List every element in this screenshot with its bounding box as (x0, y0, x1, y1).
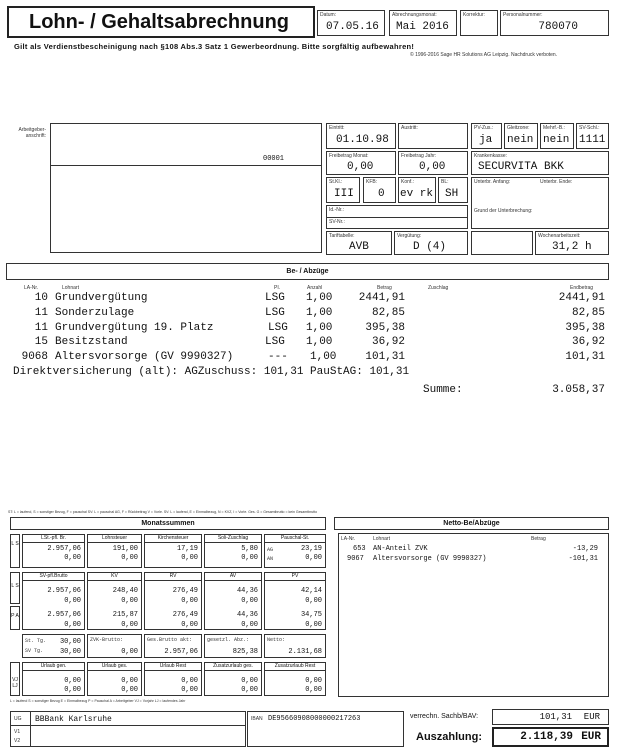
page-title: Lohn- / Gehaltsabrechnung (29, 11, 290, 33)
employer-code: 00001 (263, 155, 285, 163)
pv-zus-value: ja (479, 134, 493, 146)
bank-divider-v (30, 712, 31, 746)
austritt-box: Austritt: (398, 123, 468, 149)
bl-value: SH (445, 188, 459, 200)
employer-divider (51, 165, 321, 166)
krankenkasse-value: SECURVITA BKK (478, 161, 564, 173)
id-sv-box: Id.-Nr.: SV-Nr.: (326, 205, 468, 229)
eintritt-value: 01.10.98 (336, 134, 389, 146)
netto-title: Netto-Be/Abzüge (443, 520, 500, 527)
auszahlung-value: 2.118,39 (520, 731, 573, 743)
mehrfach-value: nein (543, 134, 570, 146)
netto-list-box: LA-Nr. Lohnart Betrag 653 AN-Anteil ZVK -13,29 9067 Altersvorsorge (GV 9990327) -101,31 (338, 533, 609, 697)
monat-side-4: VJ LJ (10, 662, 20, 696)
freibetrag-monat-box: Freibetrag Monat: 0,00 (326, 151, 396, 175)
mehrfach-box: Mehrf.-B.: nein (540, 123, 574, 149)
summe-value: 3.058,37 (552, 384, 605, 396)
netto-cell: Netto: 2.131,68 (264, 634, 326, 658)
wochenarbeitszeit-value: 31,2 h (552, 241, 592, 253)
bezuege-row: 15 Besitzstand LSG 1,00 36,92 36,92 (34, 336, 605, 348)
urlaub-rest-cell: Urlaub Rest 0,00 0,00 (144, 662, 202, 696)
lohnsteuer-cell: Lohnsteuer 191,00 0,00 (87, 534, 142, 568)
datum-box (317, 10, 385, 36)
pauschal-st-cell: Pauschal-St. AG AN 23,19 0,00 (264, 534, 326, 568)
netto-row: 9067 Altersvorsorge (GV 9990327) -101,31 (347, 555, 598, 563)
bezuege-header: LA-Nr. Lohnart PI. Anzahl Betrag Zuschlag Endbetrag (24, 285, 594, 291)
title-box (7, 6, 315, 38)
freibetrag-jahr-box: Freibetrag Jahr: 0,00 (398, 151, 468, 175)
rv-cell: RV 276,49 0,00 276,49 0,00 (144, 572, 202, 630)
sv-schl-value: 1111 (579, 134, 606, 146)
gleitzone-value: nein (507, 134, 534, 146)
bezuege-title-box (6, 263, 609, 280)
freibetrag-monat-value: 0,00 (347, 161, 374, 173)
verrech-label: verrechn. Sachb/BAV: (410, 713, 479, 720)
bezuege-row: 10 Grundvergütung LSG 1,00 2441,91 2441,91 (34, 292, 605, 304)
zvk-brutto-cell: ZVK-Brutto: 0,00 (87, 634, 142, 658)
konf-value: ev rk (400, 188, 434, 200)
bl-box: BL: SH (438, 177, 468, 203)
auszahlung-box: 2.118,39 EUR (492, 727, 609, 747)
kfb-value: 0 (378, 188, 385, 200)
monat-title: Monatssummen (141, 520, 195, 527)
zusatzurlaub-ges-cell: Zusatzurlaub ges. 0,00 0,00 (204, 662, 262, 696)
monat-value: Mai 2016 (396, 21, 449, 33)
verrech-box: 101,31 EUR (492, 709, 609, 725)
personalnummer-value: 780070 (538, 21, 578, 33)
netto-row: 653 AN-Anteil ZVK -13,29 (353, 545, 598, 553)
auszahlung-label: Auszahlung: (416, 731, 482, 743)
bezuege-title: Be- / Abzüge (286, 268, 329, 275)
direktversicherung-line: Direktversicherung (alt): AGZuschuss: 101,31 PauStAG: 101,31 (13, 366, 410, 378)
konf-box: Konf.: ev rk (398, 177, 436, 203)
av-cell: AV 44,36 0,00 44,36 0,00 (204, 572, 262, 630)
korrektur-label: Korrektur: (463, 12, 485, 18)
iban-box: IBAN DE95660908000000217263 (247, 711, 404, 747)
tariftabelle-value: AVB (349, 241, 369, 253)
freibetrag-jahr-value: 0,00 (419, 161, 446, 173)
empty-box (471, 231, 533, 255)
urlaub-gen-cell: Urlaub gen. 0,00 0,00 (22, 662, 85, 696)
tage-cell: St. Tg. 30,00 SV Tg. 30,00 (22, 634, 85, 658)
datum-value: 07.05.16 (326, 21, 379, 33)
summe-label: Summe: (423, 384, 463, 396)
iban-value: DE95660908000000217263 (268, 715, 361, 723)
sv-brutto-cell: SV-pfl.Brutto 2.957,06 0,00 2.957,06 0,00 (22, 572, 85, 630)
soli-cell: Soli-Zuschlag 5,80 0,00 (204, 534, 262, 568)
id-sv-divider (327, 217, 467, 218)
datum-label: Datum: (320, 12, 337, 18)
eintritt-box: Eintritt: 01.10.98 (326, 123, 396, 149)
personalnummer-label: Personalnummer: (503, 12, 543, 18)
bank-box: UG BBBank Karlsruhe V1 V2 (10, 711, 246, 747)
bezuege-legend: ST: L = laufend, S = sonstiger Bezug, F = pauschal SV: L = pauschal AG, F = Rückbeitrag V = Vorle. SV: L = laufend, E = Einmalbezug, N = KVZ, I = Vorle. Ges. G = Gesamtbrutto = kein Gesamtbrutto (8, 510, 318, 514)
monat-footlegend: L = laufend S = sonstiger Bezug E = Einmalbezug P = Pauschal A = Arbeitgeber VJ = Vorjahr LJ = laufendes Jahr (10, 699, 186, 703)
verrech-value: 101,31 (539, 712, 572, 722)
notice-text: Gilt als Verdienstbescheinigung nach §108 Abs.3 Satz 1 Gewerbeordnung. Bitte sorgfältig aufbewahren! (14, 42, 415, 51)
bezuege-row: 11 Grundvergütung 19. Platz LSG 1,00 395,38 395,38 (34, 322, 605, 334)
netto-title-box (334, 517, 609, 530)
krankenkasse-box: Krankenkasse: SECURVITA BKK (471, 151, 609, 175)
monat-side-3: P A (10, 606, 20, 630)
bank-divider-h (11, 725, 245, 726)
tariftabelle-box: Tariftabelle: AVB (326, 231, 392, 255)
sv-schl-box: SV-Schl.: 1111 (576, 123, 609, 149)
copyright-text: © 1996-2016 Sage HR Solutions AG Leipzig. Nachdruck verboten. (410, 52, 558, 58)
urlaub-ges-cell: Urlaub ges. 0,00 0,00 (87, 662, 142, 696)
monat-label: Abrechnungsmonat: (392, 12, 437, 18)
gleitzone-box: Gleitzone: nein (504, 123, 538, 149)
korrektur-box (460, 10, 498, 36)
employer-address-box (50, 123, 322, 253)
lst-brutto-cell: LSt.-pfl. Br. 2.957,06 0,00 (22, 534, 85, 568)
kv-cell: KV 248,40 0,00 215,87 0,00 (87, 572, 142, 630)
bank-name: BBBank Karlsruhe (35, 715, 112, 724)
pv-cell: PV 42,14 0,00 34,75 0,00 (264, 572, 326, 630)
bezuege-row: 11 Sonderzulage LSG 1,00 82,85 82,85 (34, 307, 605, 319)
stkl-value: III (334, 188, 354, 200)
monat-side-2: L S (10, 572, 20, 604)
monat-box (389, 10, 457, 36)
gesbrutto-cell: Ges.Brutto akt: 2.957,06 (144, 634, 202, 658)
unterbrechung-box: Unterbr. Anfang: Unterbr. Ende: Grund der Unterbrechung: (471, 177, 609, 229)
gesetzl-abz-cell: gesetzl. Abz.: 825,38 (204, 634, 262, 658)
pv-zus-box: PV-Zus.: ja (471, 123, 502, 149)
monat-side-1: L S (10, 534, 20, 568)
kirchensteuer-cell: Kirchensteuer 17,19 0,00 (144, 534, 202, 568)
wochenarbeitszeit-box: Wochenarbeitszeit: 31,2 h (535, 231, 609, 255)
kfb-box: KFB: 0 (363, 177, 396, 203)
bezuege-row: 9068 Altersvorsorge (GV 9990327) --- 1,00 101,31 101,31 (21, 351, 605, 363)
employer-label: Arbeitgeber- anschrift: (18, 127, 46, 139)
personalnummer-box (500, 10, 609, 36)
monat-title-box (10, 517, 326, 530)
stkl-box: St.Kl.: III (326, 177, 360, 203)
zusatzurlaub-rest-cell: Zusatzurlaub Rest 0,00 0,00 (264, 662, 326, 696)
verguetung-box: Vergütung: D (4) (394, 231, 468, 255)
verguetung-value: D (4) (413, 241, 447, 253)
